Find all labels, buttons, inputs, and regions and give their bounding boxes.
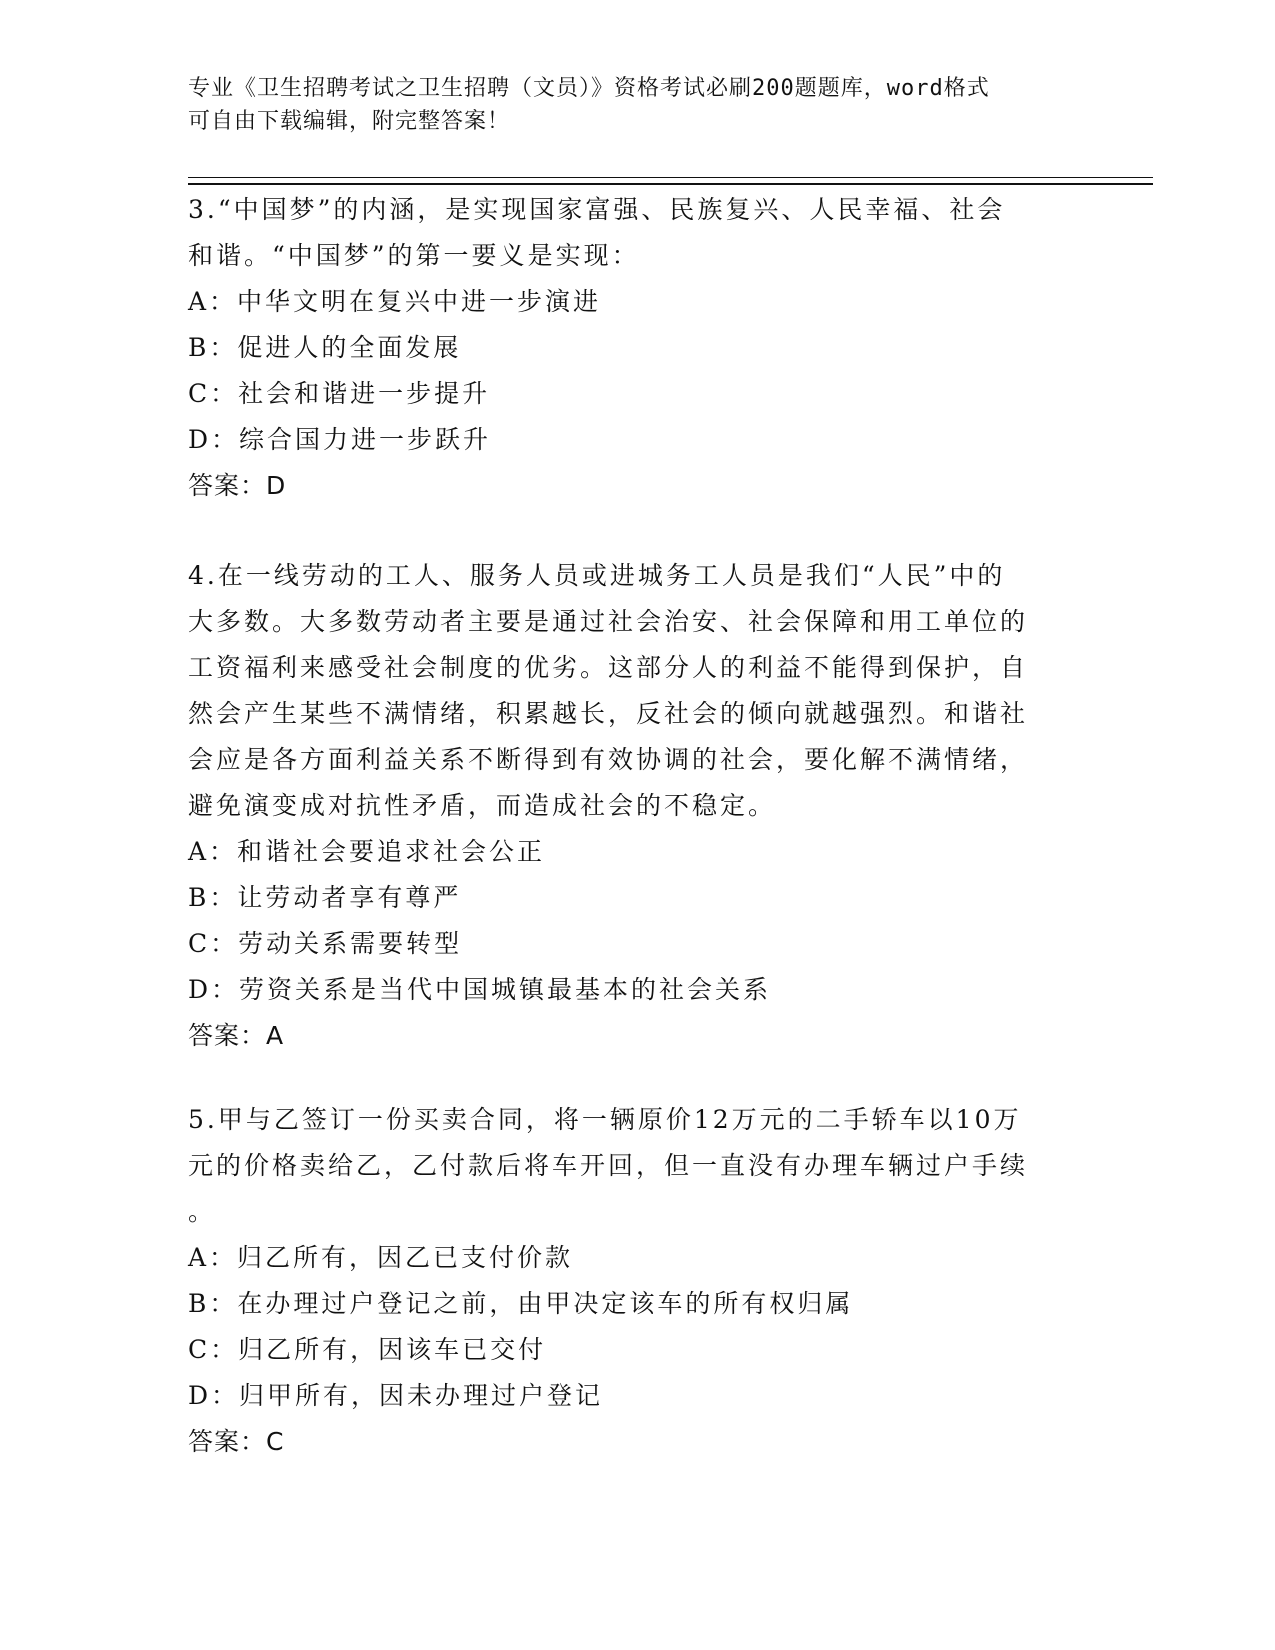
question-text-line: 工资福利来感受社会制度的优劣。这部分人的利益不能得到保护，自 bbox=[188, 653, 1029, 682]
question-text-line: 元的价格卖给乙，乙付款后将车开回，但一直没有办理车辆过户手续 bbox=[188, 1151, 1029, 1180]
option-d: D：劳资关系是当代中国城镇最基本的社会关系 bbox=[188, 975, 772, 1004]
answer: 答案：D bbox=[188, 471, 287, 500]
option-c: C：社会和谐进一步提升 bbox=[188, 379, 491, 408]
header-line-1: 专业《卫生招聘考试之卫生招聘（文员）》资格考试必刷200题题库，word格式 bbox=[188, 76, 990, 101]
header-line-2: 可自由下载编辑，附完整答案！ bbox=[188, 109, 511, 134]
question-4 bbox=[188, 553, 1068, 1059]
question-text-line: 和谐。“中国梦”的第一要义是实现： bbox=[188, 241, 640, 270]
header-divider bbox=[188, 177, 1153, 185]
option-b: B：让劳动者享有尊严 bbox=[188, 883, 462, 912]
question-3 bbox=[188, 187, 1068, 509]
question-text-line: 3.“中国梦”的内涵，是实现国家富强、民族复兴、人民幸福、社会 bbox=[188, 195, 1006, 224]
option-c: C：劳动关系需要转型 bbox=[188, 929, 463, 958]
option-b: B：在办理过户登记之前，由甲决定该车的所有权归属 bbox=[188, 1289, 854, 1318]
option-d: D：综合国力进一步跃升 bbox=[188, 425, 492, 454]
option-c: C：归乙所有，因该车已交付 bbox=[188, 1335, 547, 1364]
answer: 答案：C bbox=[188, 1427, 285, 1456]
question-text-line: 然会产生某些不满情绪，积累越长，反社会的倾向就越强烈。和谐社 bbox=[188, 699, 1029, 728]
question-text-line: 。 bbox=[188, 1197, 217, 1226]
question-text-line: 会应是各方面利益关系不断得到有效协调的社会，要化解不满情绪， bbox=[188, 745, 1029, 774]
document-header bbox=[188, 72, 1088, 138]
question-text-line: 5.甲与乙签订一份买卖合同，将一辆原价12万元的二手轿车以10万 bbox=[188, 1105, 1022, 1134]
question-5 bbox=[188, 1097, 1068, 1465]
option-d: D：归甲所有，因未办理过户登记 bbox=[188, 1381, 604, 1410]
option-a: A：中华文明在复兴中进一步演进 bbox=[188, 287, 602, 316]
option-a: A：归乙所有，因乙已支付价款 bbox=[188, 1243, 574, 1272]
question-text-line: 4.在一线劳动的工人、服务人员或进城务工人员是我们“人民”中的 bbox=[188, 561, 1006, 590]
question-text-line: 避免演变成对抗性矛盾，而造成社会的不稳定。 bbox=[188, 791, 777, 820]
answer: 答案：A bbox=[188, 1021, 285, 1050]
option-a: A：和谐社会要追求社会公正 bbox=[188, 837, 546, 866]
question-text-line: 大多数。大多数劳动者主要是通过社会治安、社会保障和用工单位的 bbox=[188, 607, 1029, 636]
option-b: B：促进人的全面发展 bbox=[188, 333, 462, 362]
